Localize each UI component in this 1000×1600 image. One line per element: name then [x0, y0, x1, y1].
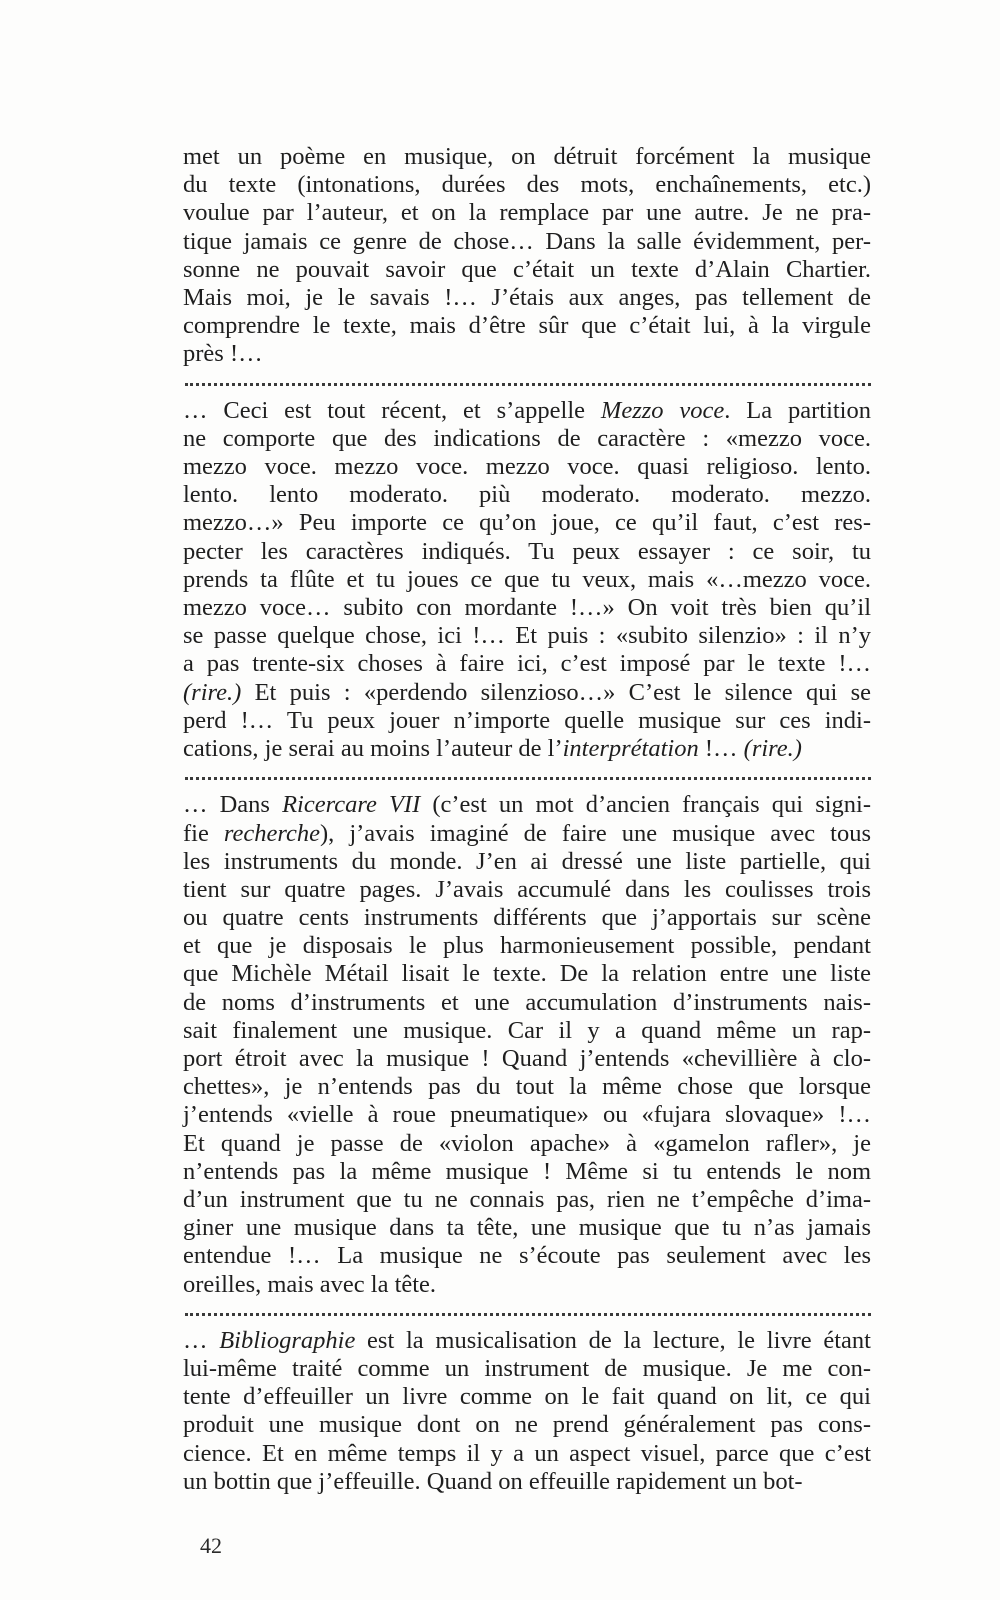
text-line [183, 509, 871, 537]
text-line [183, 904, 871, 932]
paragraph [183, 791, 871, 1298]
italic-text: Mezzo voce [600, 396, 725, 424]
text-segment: est la musicalisation de la lecture, le livre étant [355, 1326, 871, 1354]
text-segment: !… [698, 734, 744, 762]
text-line [183, 453, 871, 481]
paragraph [183, 1327, 871, 1496]
text-segment: et que je disposais le plus harmonieusement possible, pendant [183, 932, 871, 960]
text-segment: a pas trente-six choses à faire ici, c’est imposé par le texte !… [183, 650, 871, 678]
text-segment: Mais moi, je le savais !… J’étais aux anges, pas tellement de [183, 283, 871, 311]
text-line [183, 707, 871, 735]
text-line [183, 848, 871, 876]
text-segment: que Michèle Métail lisait le texte. De la relation entre une liste [183, 960, 871, 988]
paragraph [183, 397, 871, 763]
text-segment: ou quatre cents instruments différents que j’apportais sur scène [183, 904, 871, 932]
italic-text: Bibliographie [219, 1326, 356, 1354]
text-line [183, 228, 871, 256]
text-segment: de noms d’instruments et une accumulation d’instruments nais- [183, 988, 871, 1016]
text-line [183, 1440, 871, 1468]
text-segment: fie [183, 819, 224, 847]
text-line [183, 199, 871, 227]
text-segment: oreilles, mais avec la tête. [183, 1270, 437, 1298]
text-segment: du texte (intonations, durées des mots, enchaînements, etc.) [183, 171, 871, 199]
text-segment: perd !… Tu peux jouer n’importe quelle musique sur ces indi- [183, 706, 871, 734]
text-line [183, 1271, 871, 1299]
text-segment: cience. Et en même temps il y a un aspect visuel, parce que c’est [183, 1439, 871, 1467]
section-separator [183, 369, 871, 397]
text-line [183, 340, 871, 368]
section-separator [183, 763, 871, 791]
text-segment: mezzo voce. mezzo voce. mezzo voce. quasi religioso. lento. [183, 453, 871, 481]
text-segment: les instruments du monde. J’en ai dressé une liste partielle, qui [183, 847, 871, 875]
text-segment: j’entends «vielle à roue pneumatique» ou «fujara slovaque» !… [183, 1101, 871, 1129]
text-line [183, 735, 871, 763]
text-segment: … [183, 1326, 220, 1354]
text-segment: entendue !… La musique ne s’écoute pas seulement avec les [183, 1242, 871, 1270]
text-line [183, 1327, 871, 1355]
text-line [183, 1017, 871, 1045]
text-segment: d’un instrument que tu ne connais pas, rien ne t’empêche d’ima- [183, 1185, 871, 1213]
text-segment: n’entends pas la même musique ! Même si tu entends le nom [183, 1157, 871, 1185]
text-line [183, 622, 871, 650]
text-line [183, 284, 871, 312]
text-line [183, 1186, 871, 1214]
text-segment: près !… [183, 340, 263, 368]
text-line [183, 425, 871, 453]
text-line [183, 960, 871, 988]
text-line [183, 1214, 871, 1242]
text-line [183, 1468, 871, 1496]
text-segment: port étroit avec la musique ! Quand j’entends «chevillière à clo- [183, 1045, 871, 1072]
text-segment: lui-même traité comme un instrument de musique. Je me con- [183, 1355, 871, 1383]
text-line [183, 1383, 871, 1411]
italic-text: recherche [223, 819, 321, 847]
text-line [183, 256, 871, 284]
page-number: 42 [200, 1533, 222, 1558]
text-line [183, 1130, 871, 1158]
italic-text: (rire.) [183, 678, 242, 706]
text-line [183, 566, 871, 594]
body-text [183, 143, 871, 1496]
text-line [183, 312, 871, 340]
text-line [183, 1411, 871, 1439]
text-segment: lento. lento moderato. più moderato. moderato. mezzo. [183, 481, 871, 509]
text-segment: (c’est un mot d’ancien français qui signi- [420, 791, 871, 819]
text-segment: voulue par l’auteur, et on la remplace par une autre. Je ne pra- [183, 199, 871, 227]
italic-text: (rire.) [743, 734, 802, 762]
text-line [183, 143, 871, 171]
text-segment: sonne ne pouvait savoir que c’était un texte d’Alain Chartier. [183, 255, 871, 283]
text-line [183, 820, 871, 848]
text-line [183, 1045, 871, 1073]
text-segment: tient sur quatre pages. J’avais accumulé dans les coulisses trois [183, 875, 871, 903]
text-segment: tique jamais ce genre de chose… Dans la salle évidemment, per- [183, 227, 871, 255]
text-segment: giner une musique dans ta tête, une musique que tu n’as jamais [183, 1214, 871, 1242]
text-line [183, 1073, 871, 1101]
text-line [183, 679, 871, 707]
italic-text: Ricercare VII [282, 791, 421, 819]
text-line [183, 397, 871, 425]
text-segment: … Ceci est tout récent, et s’appelle [183, 396, 601, 424]
text-segment: chettes», je n’entends pas du tout la même chose que lorsque [183, 1073, 871, 1101]
section-separator [183, 1299, 871, 1327]
text-segment: … Dans [183, 791, 283, 819]
text-segment: met un poème en musique, on détruit forcément la musique [183, 143, 871, 170]
italic-text: interprétation [562, 734, 699, 762]
text-line [183, 650, 871, 678]
text-segment: produit une musique dont on ne prend généralement pas cons- [183, 1411, 871, 1439]
paragraph [183, 143, 871, 369]
text-segment: tente d’effeuiller un livre comme on le fait quand on lit, ce qui [183, 1383, 871, 1411]
text-segment: comprendre le texte, mais d’être sûr que c’était lui, à la virgule [183, 312, 871, 340]
text-line [183, 1101, 871, 1129]
text-segment: un bottin que j’effeuille. Quand on effeuille rapidement un bot- [183, 1467, 803, 1495]
text-segment: mezzo voce… subito con mordante !…» On voit très bien qu’il [183, 594, 871, 621]
text-segment: cations, je serai au moins l’auteur de l’ [183, 734, 563, 762]
text-segment: pecter les caractères indiqués. Tu peux essayer : ce soir, tu [183, 537, 871, 565]
text-line [183, 932, 871, 960]
text-segment: se passe quelque chose, ici !… Et puis : «subito silenzio» : il n’y [183, 622, 871, 650]
text-line [183, 171, 871, 199]
text-segment: Et puis : «perdendo silenzioso…» C’est le silence qui se [241, 678, 871, 706]
text-segment: . La partition [724, 396, 871, 424]
text-line [183, 481, 871, 509]
text-segment: ), j’avais imaginé de faire une musique avec tous [320, 819, 871, 847]
text-segment: prends ta flûte et tu joues ce que tu veux, mais «…mezzo voce. [183, 565, 871, 593]
text-line [183, 989, 871, 1017]
text-line [183, 1242, 871, 1270]
text-segment: sait finalement une musique. Car il y a quand même un rap- [183, 1016, 871, 1044]
text-line [183, 538, 871, 566]
text-segment: mezzo…» Peu importe ce qu’on joue, ce qu’il faut, c’est res- [183, 509, 871, 537]
text-segment: Et quand je passe de «violon apache» à «gamelon rafler», je [183, 1129, 871, 1157]
text-line [183, 1158, 871, 1186]
text-line [183, 1355, 871, 1383]
text-line [183, 791, 871, 819]
text-segment: ne comporte que des indications de caractère : «mezzo voce. [183, 424, 871, 452]
text-line [183, 594, 871, 622]
text-line [183, 876, 871, 904]
